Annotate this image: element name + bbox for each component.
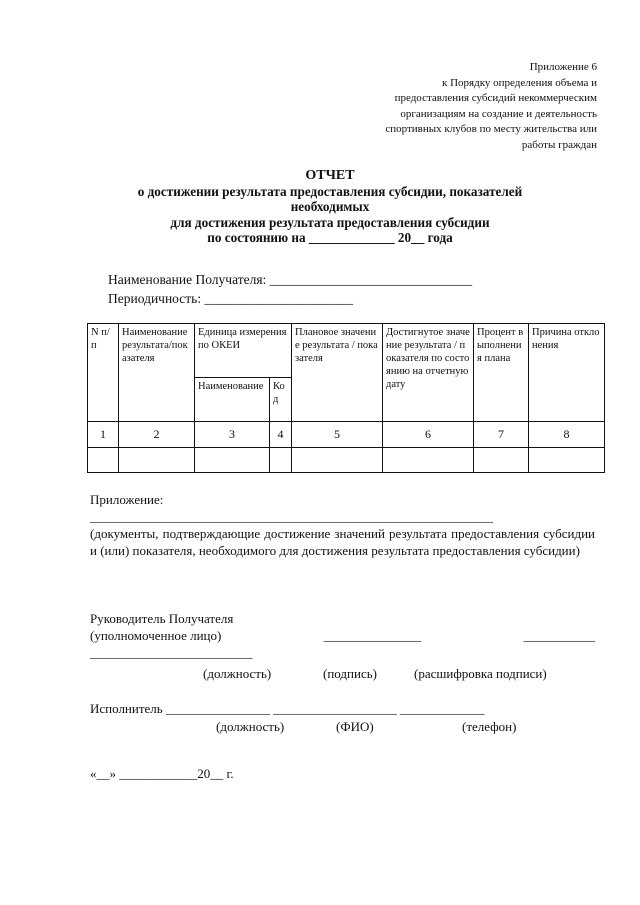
attachment-description: (документы, подтверждающие достижение значений результата предоставления субсидии и (или) показателя, необходимого для достижения результата предоставления субсидии)	[90, 526, 595, 558]
signature-blank[interactable]: _______________	[323, 628, 422, 643]
column-number: 5	[292, 422, 383, 448]
date-line[interactable]: «__» ____________20__ г.	[90, 766, 234, 781]
signature-caption-decode: (расшифровка подписи)	[414, 666, 547, 681]
header-col-unit-code: Код	[270, 378, 292, 422]
column-number: 1	[88, 422, 119, 448]
column-number: 6	[383, 422, 474, 448]
signature-blank[interactable]: ___________	[523, 628, 595, 643]
executor-caption-name: (ФИО)	[336, 719, 374, 734]
header-col-name: Наименование результата/показателя	[119, 324, 195, 422]
report-title	[100, 168, 560, 246]
executor-caption-phone: (телефон)	[462, 719, 517, 734]
header-col-reason: Причина отклонения	[529, 324, 605, 422]
data-cell[interactable]	[270, 448, 292, 473]
appendix-line: Приложение 6	[529, 61, 597, 73]
appendix-line: организациям на создание и деятельность	[400, 107, 597, 120]
recipient-field[interactable]: Наименование Получателя: ______________________________	[108, 272, 473, 287]
signature-caption-sign: (подпись)	[323, 666, 377, 681]
title-date-line: по состоянию на _____________ 20__ года	[207, 230, 453, 245]
column-number: 4	[270, 422, 292, 448]
executor-caption-position: (должность)	[216, 719, 285, 734]
header-col-unit-name: Наименование	[195, 378, 270, 422]
data-cell[interactable]	[195, 448, 270, 473]
attachment-line[interactable]: ______________________________________________________________	[90, 509, 493, 524]
header-col-percent: Процент выполнения плана	[474, 324, 529, 422]
title-subject-cont: необходимых	[290, 199, 370, 214]
title-report: ОТЧЕТ	[305, 168, 355, 183]
executor-blank[interactable]: _____________	[399, 701, 485, 716]
appendix-header	[297, 60, 597, 153]
appendix-line: спортивных клубов по месту жительства или	[385, 123, 597, 135]
attachment-label: Приложение:	[90, 492, 164, 507]
header-col-unit: Единица измерения по ОКЕИ	[195, 324, 292, 378]
data-cell[interactable]	[88, 448, 119, 473]
appendix-line: к Порядку определения объема и	[442, 76, 597, 89]
data-cell[interactable]	[292, 448, 383, 473]
data-cell[interactable]	[529, 448, 605, 473]
header-col-plan: Плановое значение результата / показателя	[292, 324, 383, 422]
signature-authorized: (уполномоченное лицо)	[90, 628, 222, 643]
executor-blank[interactable]: ________________	[165, 701, 270, 716]
header-col-achieved: Достигнутое значение результата / показателя по состоянию на отчетную дату	[383, 324, 474, 422]
report-fields	[108, 270, 472, 308]
signature-blank[interactable]: _________________________	[90, 645, 253, 660]
data-cell[interactable]	[383, 448, 474, 473]
signature-caption-position: (должность)	[203, 666, 272, 681]
appendix-line: предоставления субсидий некоммерческим	[394, 92, 597, 104]
title-subject: о достижении результата предоставления субсидии, показателей	[137, 183, 523, 199]
executor-label: Исполнитель	[90, 701, 163, 716]
executor-section	[90, 700, 595, 737]
column-number: 3	[195, 422, 270, 448]
appendix-line: работы граждан	[521, 138, 597, 151]
signature-section	[90, 610, 595, 681]
column-number: 2	[119, 422, 195, 448]
signature-head: Руководитель Получателя	[90, 611, 234, 626]
periodicity-field[interactable]: Периодичность: ______________________	[108, 291, 353, 306]
column-number: 8	[529, 422, 605, 448]
data-cell[interactable]	[474, 448, 529, 473]
attachment-section	[90, 491, 595, 559]
table-row	[88, 448, 605, 473]
executor-blank[interactable]: ___________________	[273, 701, 397, 716]
column-number: 7	[474, 422, 529, 448]
report-table	[87, 323, 605, 473]
title-purpose: для достижения результата предоставления субсидии	[170, 214, 490, 230]
header-col-number: N п/п	[88, 324, 119, 422]
data-cell[interactable]	[119, 448, 195, 473]
